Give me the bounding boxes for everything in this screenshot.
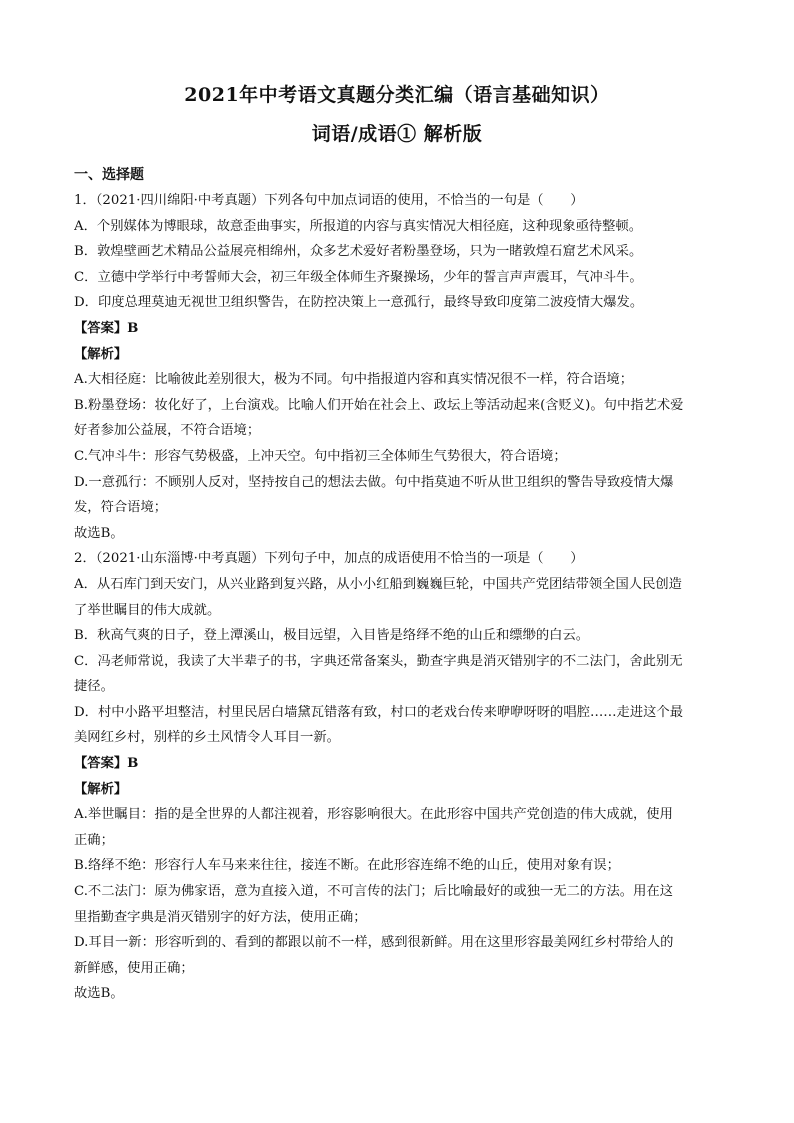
question-2-analysis-line: B.络绎不绝：形容行人车马来来往往，接连不断。在此形容连绵不绝的山丘，使用对象有误； — [74, 858, 620, 874]
question-1-analysis-line: 故选B。 — [74, 525, 124, 541]
question-1-analysis-label: 【解析】 — [74, 346, 128, 362]
question-1-option-b: B．敦煌壁画艺术精品公益展亮相绵州，众多艺术爱好者粉墨登场，只为一睹敦煌石窟艺术风采。 — [74, 244, 643, 260]
question-2-analysis-line: 正确； — [74, 832, 114, 848]
section-heading: 一、选择题 — [74, 167, 144, 183]
question-2-answer: 【答案】B — [74, 756, 139, 772]
question-2-analysis-line: 故选B。 — [74, 986, 124, 1002]
question-1-analysis-line: B.粉墨登场：妆化好了，上台演戏。比喻人们开始在社会上、政坛上等活动起来(含贬义)。句中指艺术爱 — [74, 397, 684, 413]
question-2-analysis-label: 【解析】 — [74, 781, 128, 797]
question-2-analysis-line: C.不二法门：原为佛家语，意为直接入道，不可言传的法门；后比喻最好的或独一无二的方法。用在这 — [74, 884, 673, 900]
question-1-option-d: D．印度总理莫迪无视世卫组织警告，在防控决策上一意孤行，最终导致印度第二波疫情大爆发。 — [74, 295, 644, 311]
question-2-option-c: C．冯老师常说，我读了大半辈子的书，字典还常备案头，勤查字典是消灭错别字的不二法门，舍此别无 — [74, 653, 683, 669]
question-1-analysis-line: A.大相径庭：比喻彼此差别很大，极为不同。句中指报道内容和真实情况很不一样，符合语境； — [74, 372, 633, 388]
question-2-option-c-cont: 捷径。 — [74, 679, 114, 695]
document-subtitle: 词语/成语① 解析版 — [311, 123, 483, 145]
question-2-analysis-line: A.举世瞩目：指的是全世界的人都注视着，形容影响很大。在此形容中国共产党创造的伟大成就，使用 — [74, 807, 673, 823]
question-2-analysis-line: 里指勤查字典是消灭错别字的好方法，使用正确； — [74, 909, 367, 925]
question-2-option-d-cont: 美网红乡村，别样的乡土风情令人耳目一新。 — [74, 730, 340, 746]
question-2-analysis-line: 新鲜感，使用正确； — [74, 960, 194, 976]
question-1-analysis-line: 好者参加公益展，不符合语境； — [74, 423, 261, 439]
document-title: 2021年中考语文真题分类汇编（语言基础知识） — [184, 84, 610, 106]
question-2-stem: 2．（2021·山东淄博·中考真题）下列句子中，加点的成语使用不恰当的一项是（ ） — [74, 551, 584, 567]
question-2-option-a-cont: 了举世瞩目的伟大成就。 — [74, 602, 221, 618]
question-1-analysis-line: D.一意孤行：不顾别人反对，坚持按自己的想法去做。句中指莫迪不听从世卫组织的警告导致疫情大爆 — [74, 474, 674, 490]
question-1-analysis-line: 发，符合语境； — [74, 500, 168, 516]
document-body — [74, 188, 724, 1007]
question-1-stem: 1．（2021·四川绵阳·中考真题）下列各句中加点词语的使用，不恰当的一句是（ ） — [74, 193, 584, 208]
question-1-option-a: A．个别媒体为博眼球，故意歪曲事实，所报道的内容与真实情况大相径庭，这种现象亟待整顿。 — [74, 218, 643, 234]
question-2-option-d: D．村中小路平坦整洁，村里民居白墙黛瓦错落有致，村口的老戏台传来咿咿呀呀的唱腔……走进这个最 — [74, 704, 684, 720]
question-2-option-b: B．秋高气爽的日子，登上潭溪山，极目远望，入目皆是络绎不绝的山丘和缥缈的白云。 — [74, 628, 590, 644]
question-1-analysis-line: C.气冲斗牛：形容气势极盛，上冲天空。句中指初三全体师生气势很大，符合语境； — [74, 448, 567, 464]
question-1-answer: 【答案】B — [74, 320, 139, 336]
question-2-analysis-line: D.耳目一新：形容听到的、看到的都跟以前不一样，感到很新鲜。用在这里形容最美网红乡村带给人的 — [74, 935, 674, 951]
question-2-option-a: A．从石库门到天安门，从兴业路到复兴路，从小小红船到巍巍巨轮，中国共产党团结带领全国人民创造 — [74, 576, 682, 592]
question-1-option-c: C．立德中学举行中考誓师大会，初三年级全体师生齐聚操场，少年的誓言声声震耳，气冲斗牛。 — [74, 269, 643, 285]
